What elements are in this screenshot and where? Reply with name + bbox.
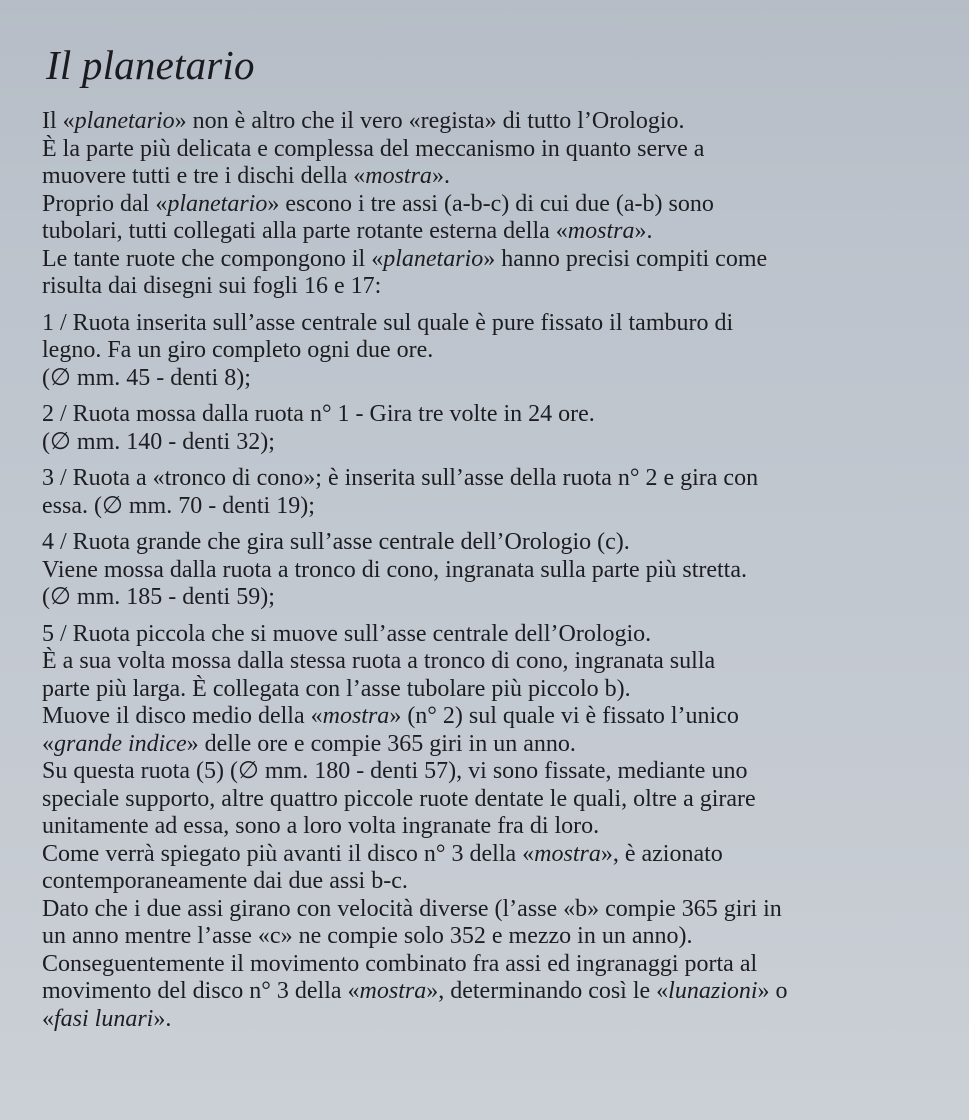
- text-line: 1 / Ruota inserita sull’asse centrale sul quale è pure fissato il tamburo di: [42, 309, 734, 336]
- page-title: Il planetario: [46, 42, 255, 88]
- text-line: È a sua volta mossa dalla stessa ruota a tronco di cono, ingranata sulla: [42, 648, 716, 674]
- text-line: risulta dai disegni sui fogli 16 e 17:: [42, 273, 382, 299]
- text-line: Su questa ruota (5) (∅ mm. 180 - denti 57), vi sono fissate, mediante uno: [42, 758, 748, 784]
- text-line: Come verrà spiegato più avanti il disco n° 3 della «mostra», è azionato: [42, 840, 723, 867]
- text-line: un anno mentre l’asse «c» ne compie solo 352 e mezzo in un anno).: [42, 923, 693, 949]
- text-line: unitamente ad essa, sono a loro volta ingranate fra di loro.: [42, 813, 600, 839]
- text-line: (∅ mm. 185 - denti 59);: [42, 584, 275, 610]
- text-line: essa. (∅ mm. 70 - denti 19);: [42, 492, 315, 519]
- wheel-item-1: [42, 310, 922, 393]
- text-line: 2 / Ruota mossa dalla ruota n° 1 - Gira tre volte in 24 ore.: [42, 401, 595, 427]
- text-line: parte più larga. È collegata con l’asse tubolare più piccolo b).: [42, 675, 631, 702]
- text-line: (∅ mm. 45 - denti 8);: [42, 364, 251, 391]
- intro-paragraph: [42, 108, 922, 301]
- text-line: Il «planetario» non è altro che il vero «regista» di tutto l’Orologio.: [42, 108, 685, 134]
- wheel-item-5: [42, 621, 922, 1034]
- text-line: legno. Fa un giro completo ogni due ore.: [42, 337, 434, 363]
- text-line: speciale supporto, altre quattro piccole ruote dentate le quali, oltre a girare: [42, 785, 756, 812]
- text-line: «fasi lunari».: [42, 1005, 172, 1032]
- text-line: 4 / Ruota grande che gira sull’asse centrale dell’Orologio (c).: [42, 529, 630, 555]
- wheel-item-4: [42, 529, 922, 612]
- text-line: È la parte più delicata e complessa del meccanismo in quanto serve a: [42, 135, 705, 162]
- text-line: Dato che i due assi girano con velocità diverse (l’asse «b» compie 365 giri in: [42, 895, 782, 922]
- text-line: movimento del disco n° 3 della «mostra», determinando così le «lunazioni» o: [42, 978, 788, 1004]
- wheel-item-3: [42, 465, 922, 520]
- text-line: Viene mossa dalla ruota a tronco di cono, ingranata sulla parte più stretta.: [42, 556, 747, 583]
- wheel-item-2: [42, 401, 922, 456]
- text-line: Muove il disco medio della «mostra» (n° 2) sul quale vi è fissato l’unico: [42, 703, 739, 729]
- text-line: Proprio dal «planetario» escono i tre assi (a-b-c) di cui due (a-b) sono: [42, 190, 714, 217]
- text-line: muovere tutti e tre i dischi della «mostra».: [42, 163, 450, 189]
- text-line: Le tante ruote che compongono il «planetario» hanno precisi compiti come: [42, 245, 768, 272]
- text-line: contemporaneamente dai due assi b-c.: [42, 868, 408, 894]
- text-line: Conseguentemente il movimento combinato fra assi ed ingranaggi porta al: [42, 950, 758, 977]
- text-line: tubolari, tutti collegati alla parte rotante esterna della «mostra».: [42, 218, 653, 244]
- document-page: [42, 40, 922, 1033]
- text-line: (∅ mm. 140 - denti 32);: [42, 428, 275, 455]
- text-line: 5 / Ruota piccola che si muove sull’asse centrale dell’Orologio.: [42, 620, 652, 647]
- text-line: 3 / Ruota a «tronco di cono»; è inserita sull’asse della ruota n° 2 e gira con: [42, 465, 759, 491]
- text-line: «grande indice» delle ore e compie 365 giri in un anno.: [42, 730, 576, 757]
